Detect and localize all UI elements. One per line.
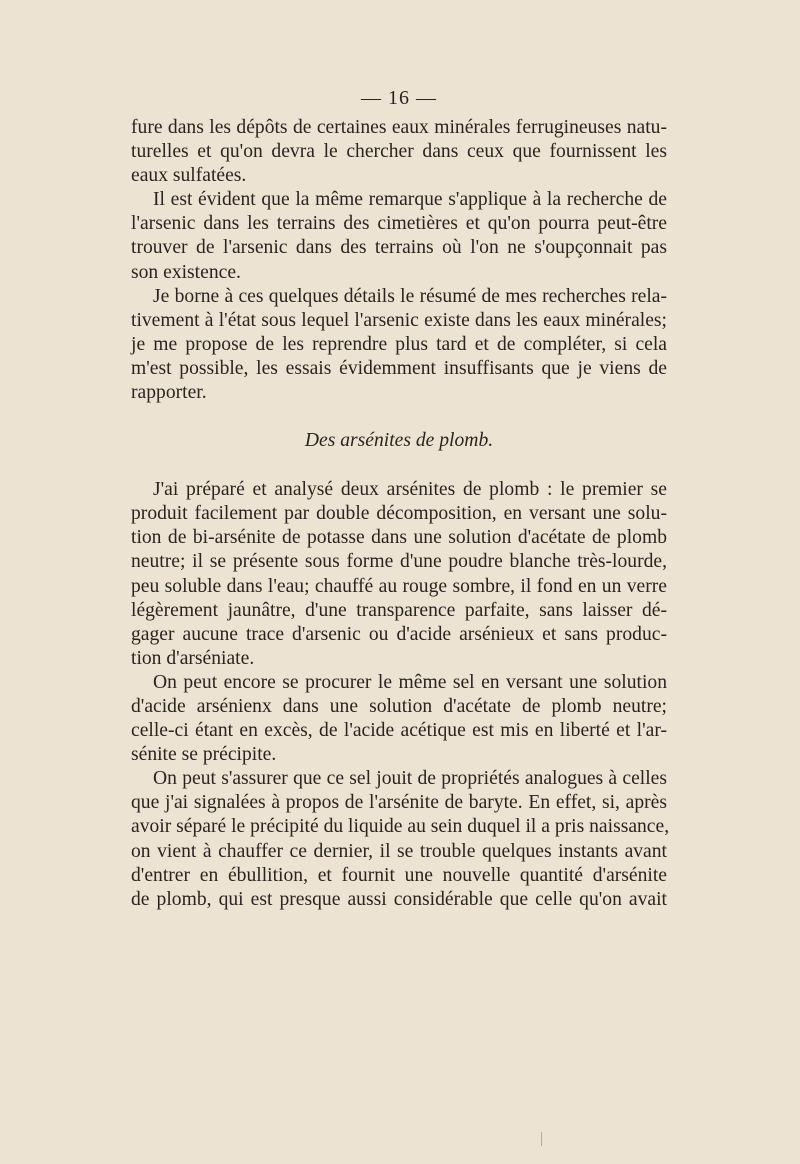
text-line: Je borne à ces quelques détails le résumé de mes recherches rela- <box>153 285 667 307</box>
paragraph-6 <box>131 767 670 912</box>
text-line: tion d'arséniate. <box>131 647 255 669</box>
text-line: neutre; il se présente sous forme d'une poudre blanche très-lourde, <box>131 551 667 573</box>
text-line: tivement à l'état sous lequel l'arsenic existe dans les eaux minérales; <box>131 309 667 331</box>
paragraph-2 <box>131 188 667 284</box>
text-line: que j'ai signalées à propos de l'arsénite de baryte. En effet, si, après <box>131 792 667 814</box>
text-line: On peut encore se procurer le même sel en versant une solution <box>153 671 667 693</box>
text-line: de plomb, qui est presque aussi considérable que celle qu'on avait <box>131 888 667 910</box>
text-line: Il est évident que la même remarque s'applique à la recherche de <box>153 189 667 211</box>
text-line: J'ai préparé et analysé deux arsénites de plomb : le premier se <box>153 479 667 501</box>
page-content <box>131 84 670 912</box>
paper-speck <box>541 1132 542 1146</box>
text-line: on vient à chauffer ce dernier, il se trouble quelques instants avant <box>131 840 667 862</box>
page-number: — 16 — <box>361 87 437 109</box>
paragraph-3 <box>131 285 667 405</box>
paragraph-1 <box>131 116 667 188</box>
text-line: celle-ci étant en excès, de l'acide acétique est mis en liberté et l'ar- <box>131 720 667 742</box>
text-line: fure dans les dépôts de certaines eaux minérales ferrugineuses natu- <box>131 117 667 138</box>
text-line: son existence. <box>131 261 241 283</box>
text-line: sénite se précipite. <box>131 744 277 766</box>
paragraph-5 <box>131 671 667 767</box>
text-line: trouver de l'arsenic dans des terrains où l'on ne s'oupçonnait pas <box>131 237 667 259</box>
section-heading: Des arsénites de plomb. <box>304 430 494 452</box>
paragraph-4 <box>131 478 667 671</box>
text-line: tion de bi-arsénite de potasse dans une solution d'acétate de plomb <box>131 527 667 549</box>
text-line: je me propose de les reprendre plus tard et de compléter, si cela <box>131 333 667 355</box>
text-line: peu soluble dans l'eau; chauffé au rouge sombre, il fond en un verre <box>131 575 667 597</box>
text-line: turelles et qu'on devra le chercher dans ceux que fournissent les <box>131 141 667 163</box>
text-line: d'entrer en ébullition, et fournit une nouvelle quantité d'arsénite <box>131 864 667 886</box>
text-line: légèrement jaunâtre, d'une transparence parfaite, sans laisser dé- <box>131 599 667 621</box>
text-line: d'acide arsénienx dans une solution d'acétate de plomb neutre; <box>131 695 667 717</box>
text-line: produit facilement par double décomposition, en versant une solu- <box>131 503 667 525</box>
text-line: avoir séparé le précipité du liquide au sein duquel il a pris naissance, <box>131 816 670 838</box>
text-line: eaux sulfatées. <box>131 165 247 187</box>
text-line: rapporter. <box>131 382 207 404</box>
text-line: gager aucune trace d'arsenic ou d'acide arsénieux et sans produc- <box>131 623 667 645</box>
text-line: l'arsenic dans les terrains des cimetières et qu'on pourra peut-être <box>131 213 667 235</box>
text-line: m'est possible, les essais évidemment insuffisants que je viens de <box>131 357 667 379</box>
text-line: On peut s'assurer que ce sel jouit de propriétés analogues à celles <box>153 768 667 790</box>
